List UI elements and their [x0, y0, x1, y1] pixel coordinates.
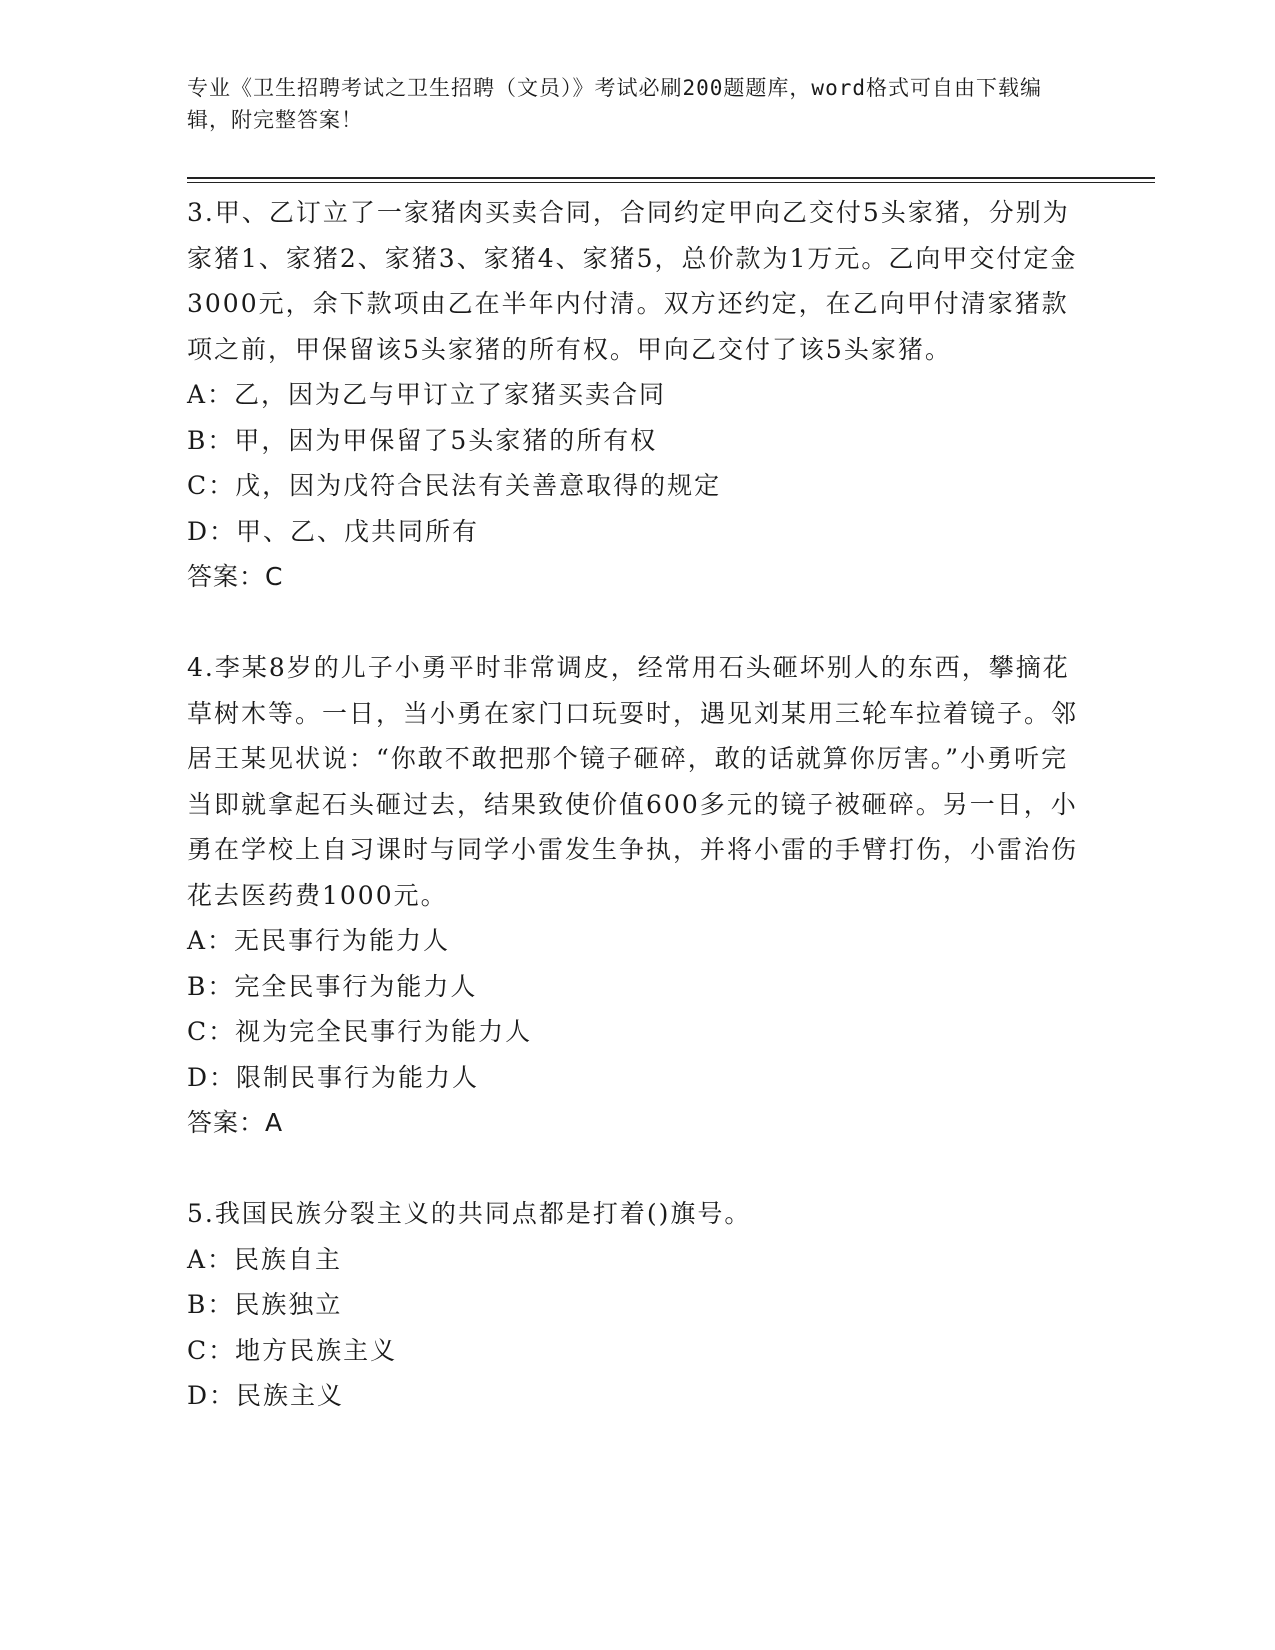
option-d: D：民族主义 [187, 1381, 345, 1410]
question-stem: 4.李某8岁的儿子小勇平时非常调皮，经常用石头砸坏别人的东西，攀摘花草树木等。一日，当小勇在家门口玩耍时，遇见刘某用三轮车拉着镜子。邻居王某见状说：“你敢不敢把那个镜子砸碎，敢的话就算你厉害。”小勇听完当即就拿起石头砸过去，结果致使价值600多元的镜子被砸碎。另一日，小勇在学校上自习课时与同学小雷发生争执，并将小雷的手臂打伤，小雷治伤花去医药费1000元。 [187, 653, 1079, 910]
question-3 [187, 190, 1087, 600]
option-c: C：戊，因为戊符合民法有关善意取得的规定 [187, 471, 722, 500]
answer-line: 答案：C [187, 562, 284, 591]
option-a: A：乙，因为乙与甲订立了家猪买卖合同 [187, 380, 667, 409]
option-b: B：甲，因为甲保留了5头家猪的所有权 [187, 425, 658, 455]
option-a: A：民族自主 [187, 1244, 343, 1274]
question-stem: 5.我国民族分裂主义的共同点都是打着()旗号。 [187, 1199, 752, 1228]
option-d: D：限制民事行为能力人 [187, 1062, 480, 1092]
answer-line: 答案：A [187, 1108, 284, 1137]
option-b: B：民族独立 [187, 1290, 343, 1319]
question-4 [187, 645, 1087, 1146]
option-b: B：完全民事行为能力人 [187, 971, 478, 1001]
option-c: C：视为完全民事行为能力人 [187, 1017, 533, 1046]
question-list [187, 190, 1087, 1419]
option-a: A：无民事行为能力人 [187, 926, 451, 955]
option-c: C：地方民族主义 [187, 1335, 398, 1365]
question-spacer [187, 600, 1087, 646]
document-header: 专业《卫生招聘考试之卫生招聘（文员）》考试必刷200题题库，word格式可自由下载编辑，附完整答案！ [187, 76, 1042, 132]
question-spacer [187, 1146, 1087, 1192]
header-divider-thin [187, 182, 1155, 183]
header-divider-thick [187, 177, 1155, 179]
option-d: D：甲、乙、戊共同所有 [187, 516, 480, 546]
question-5 [187, 1191, 1087, 1419]
question-stem: 3.甲、乙订立了一家猪肉买卖合同，合同约定甲向乙交付5头家猪，分别为家猪1、家猪2、家猪3、家猪4、家猪5，总价款为1万元。乙向甲交付定金3000元，余下款项由乙在半年内付清。双方还约定，在乙向甲付清家猪款项之前，甲保留该5头家猪的所有权。甲向乙交付了该5头家猪。 [187, 198, 1078, 364]
